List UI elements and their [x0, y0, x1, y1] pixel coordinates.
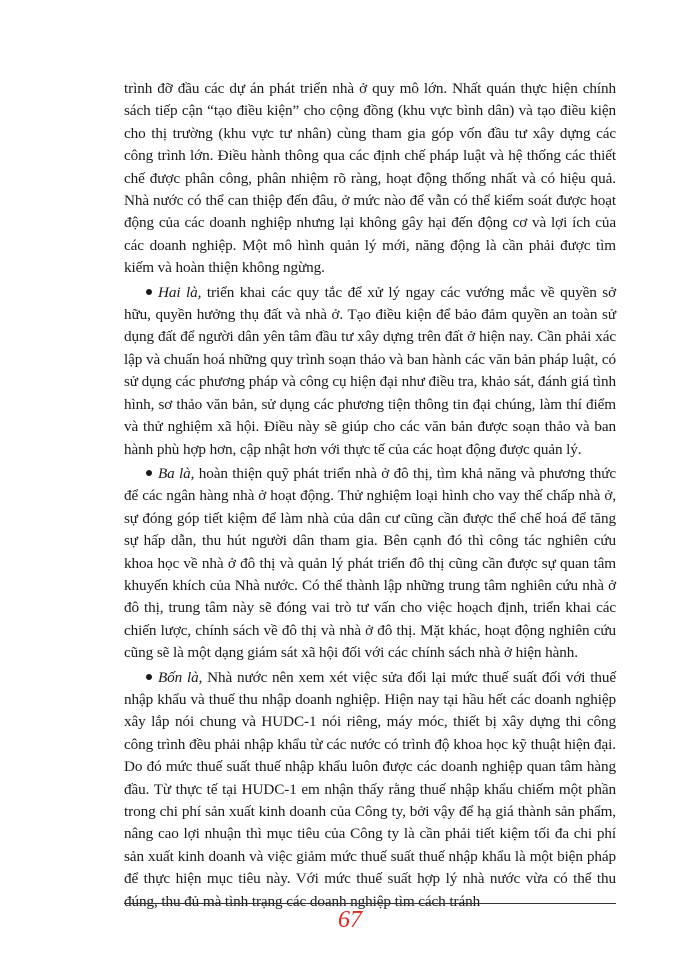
paragraph-text: triển khai các quy tắc để xử lý ngay các vướng mắc về quyền sở hữu, quyền hưởng thụ đất và nhà ở. Tạo điều kiện để bảo đảm quyền an toàn sử dụng đất để người dân yên tâm đầu tư xây dựng trên đất ở hiện nay. Cần phải xác lập và chuẩn hoá những quy trình soạn thảo và ban hành các văn bản pháp luật, có sử dụng các phương pháp và công cụ hiện đại như điều tra, khảo sát, đánh giá tình hình, sơ thảo văn bản, sử dụng các phương tiện thông tin đại chúng, làm thí điểm và thử nghiệm xã hội. Điều này sẽ giúp cho các văn bản được soạn thảo và ban hành phù hợp hơn, cập nhật hơn với thực tế của các hoạt động được quản lý.: [124, 283, 616, 458]
paragraph-ba-la: [124, 463, 616, 665]
paragraph-text: hoàn thiện quỹ phát triển nhà ở đô thị, tìm khả năng và phương thức để các ngân hàng nhà ở hoạt động. Thử nghiệm loại hình cho vay thế chấp nhà ở, sự đóng góp tiết kiệm để làm nhà của dân cư cũng cần được thể chế hoá để tăng sự hấp dẫn, thu hút người dân tham gia. Bên cạnh đó thì công tác nghiên cứu khoa học về nhà ở đô thị và quản lý phát triển đô thị cũng cần được sự quan tâm khuyến khích của Nhà nước. Có thể thành lập những trung tâm nghiên cứu nhà ở đô thị, trung tâm này sẽ đóng vai trò tư vấn cho việc hoạch định, triển khai các chiến lược, chính sách về đô thị và nhà ở đô thị. Mặt khác, hoạt động nghiên cứu cũng sẽ là một dạng giám sát xã hội đối với các chính sách nhà ở hiện hành.: [124, 464, 616, 662]
bullet-icon: [146, 289, 152, 295]
page-number: 67: [338, 907, 362, 933]
paragraph-lead: Bốn là,: [158, 668, 203, 686]
paragraph-text: trình đỡ đầu các dự án phát triển nhà ở quy mô lớn. Nhất quán thực hiện chính sách tiếp cận “tạo điều kiện” cho cộng đồng (khu vực bình dân) và tạo điều kiện cho thị trường (khu vực tư nhân) cùng tham gia góp vốn đầu tư xây dựng các công trình lớn. Điều hành thông qua các định chế pháp luật và hệ thống các thiết chế được phân công, phân nhiệm rõ ràng, hoạt động thống nhất và có hiệu quả. Nhà nước có thể can thiệp đến đâu, ở mức nào để vẫn có thể kiểm soát được hoạt động của các doanh nghiệp nhưng lại không gây hại đến động cơ và lợi ích của các doanh nghiệp. Một mô hình quản lý mới, năng động là cần phải được tìm kiếm và hoàn thiện không ngừng.: [124, 80, 616, 277]
paragraph-lead: Hai là,: [158, 283, 202, 301]
paragraph-bon-la: [124, 667, 616, 913]
body-text: [124, 78, 616, 915]
footer-divider: [124, 903, 616, 904]
paragraph-lead: Ba là,: [158, 464, 195, 482]
bullet-icon: [146, 470, 152, 476]
paragraph-continuation: [124, 78, 616, 280]
paragraph-text: Nhà nước nên xem xét việc sửa đổi lại mức thuế suất đối với thuế nhập khẩu và thuế thu nhập doanh nghiệp. Hiện nay tại hầu hết các doanh nghiệp xây lắp nói chung và HUDC-1 nói riêng, máy móc, thiết bị xây dựng thi công công trình đều phải nhập khẩu từ các nước có trình độ khoa học kỹ thuật hiện đại. Do đó mức thuế suất thuế nhập khẩu luôn được các doanh nghiệp quan tâm hàng đầu. Từ thực tế tại HUDC-1 em nhận thấy rằng thuế nhập khẩu chiếm một phần trong chi phí sản xuất kinh doanh của Công ty, bởi vậy để hạ giá thành sản phẩm, nâng cao lợi nhuận thì mục tiêu của Công ty là cần phải tiết kiệm tối đa chi phí sản xuất kinh doanh và việc giảm mức thuế suất thuế nhập khẩu là một biện pháp để thực hiện mục tiêu này. Với mức thuế suất hợp lý nhà nước vừa có thể thu đúng, thu đủ mà tình trạng các doanh nghiệp tìm cách tránh: [124, 668, 616, 910]
paragraph-hai-la: [124, 282, 616, 461]
bullet-icon: [146, 674, 152, 680]
